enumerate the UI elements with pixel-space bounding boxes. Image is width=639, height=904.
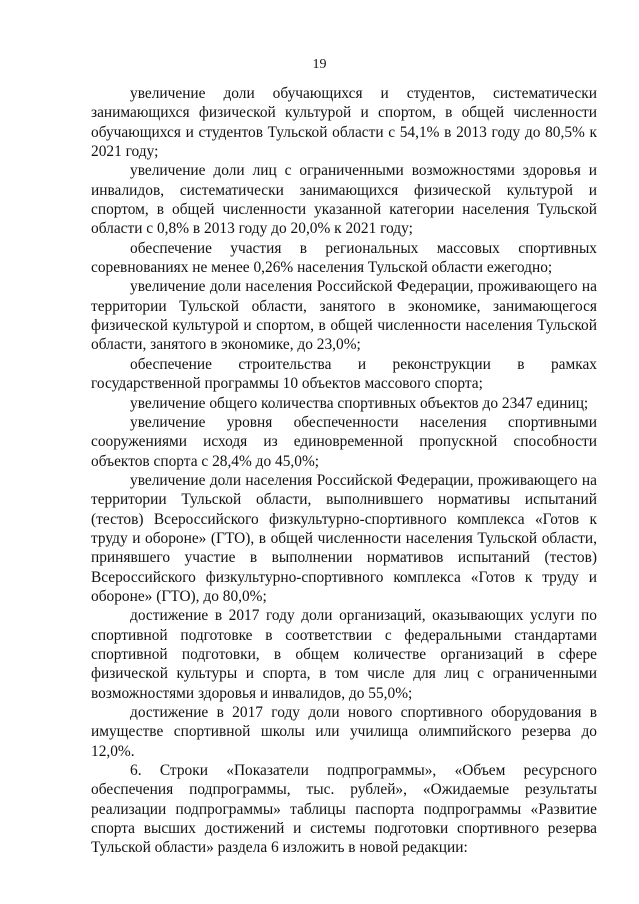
paragraph: увеличение доли лиц с ограниченными возможностями здоровья и инвалидов, систематически занимающихся физической культурой и спортом, в общей численности указанной категории населения Тульской области с 0,8% в 2013 году до 20,0% к 2021 году; <box>91 162 597 238</box>
paragraph: увеличение уровня обеспеченности населения спортивными сооружениями исходя из единовременной пропускной способности объектов спорта с 28,4% до 45,0%; <box>91 413 597 470</box>
paragraph: увеличение доли населения Российской Федерации, проживающего на территории Тульской области, занятого в экономике, занимающегося физической культурой и спортом, в общей численности населения Тульской области, занятого в экономике, до 23,0%; <box>91 278 597 354</box>
paragraph: увеличение доли обучающихся и студентов, систематически занимающихся физической культурой и спортом, в общей численности обучающихся и студентов Тульской области с 54,1% в 2013 году до 80,5% к 2021 году; <box>91 85 597 161</box>
paragraph: 6. Строки «Показатели подпрограммы», «Объем ресурсного обеспечения подпрограммы, тыс. рублей», «Ожидаемые результаты реализации подпрограммы» таблицы паспорта подпрограммы «Развитие спорта высших достижений и системы подготовки спортивного резерва Тульской области» раздела 6 изложить в новой редакции: <box>91 762 597 857</box>
paragraph: увеличение общего количества спортивных объектов до 2347 единиц; <box>130 394 589 412</box>
paragraph: обеспечение участия в региональных массовых спортивных соревнованиях не менее 0,26% населения Тульской области ежегодно; <box>91 239 597 277</box>
paragraph: увеличение доли населения Российской Федерации, проживающего на территории Тульской области, выполнившего нормативы испытаний (тестов) Всероссийского физкультурно-спортивного комплекса «Готов к труду и обороне» (ГТО), в общей численности населения Тульской области, принявшего участие в выполнении нормативов испытаний (тестов) Всероссийского физкультурно-спортивного комплекса «Готов к труду и обороне» (ГТО), до 80,0%; <box>91 471 597 605</box>
paragraph: обеспечение строительства и реконструкции в рамках государственной программы 10 объектов массового спорта; <box>91 355 597 393</box>
paragraph: достижение в 2017 году доли нового спортивного оборудования в имуществе спортивной школы или училища олимпийского резерва до 12,0%. <box>91 704 597 760</box>
document-body <box>91 84 597 858</box>
page-number: 19 <box>312 57 327 72</box>
paragraph: достижение в 2017 году доли организаций, оказывающих услуги по спортивной подготовке в соответствии с федеральными стандартами спортивной подготовки, в общем количестве организаций в сфере физической культуры и спорта, в том числе для лиц с ограниченными возможностями здоровья и инвалидов, до 55,0%; <box>91 607 597 702</box>
